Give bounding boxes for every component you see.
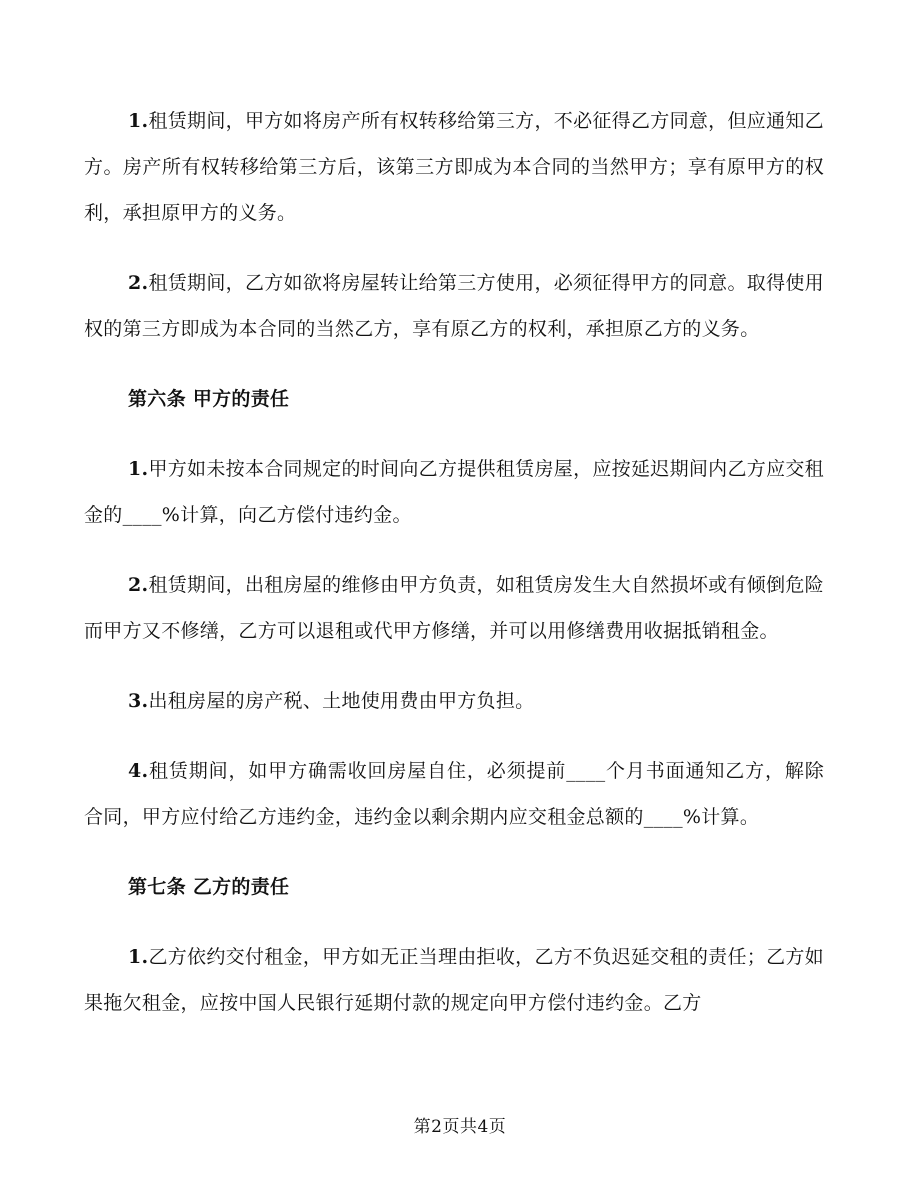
clause-paragraph xyxy=(84,934,824,1026)
clause-text: 出租房屋的房产税、土地使用费由甲方负担。 xyxy=(148,690,535,712)
clause-text: 租赁期间，出租房屋的维修由甲方负责，如租赁房发生大自然损坏或有倾倒危险而甲方又不修缮，乙方可以退租或代甲方修缮，并可以用修缮费用收据抵销租金。 xyxy=(84,574,824,642)
document-body xyxy=(84,98,824,1050)
clause-number: 2. xyxy=(128,574,149,596)
clause-number: 1. xyxy=(128,946,149,968)
clause-paragraph xyxy=(84,260,824,352)
article-heading: 第七条 乙方的责任 xyxy=(128,876,290,898)
clause-paragraph xyxy=(84,562,824,654)
clause-paragraph xyxy=(84,748,824,840)
clause-number: 2. xyxy=(128,272,149,294)
clause-text: 租赁期间，甲方如将房产所有权转移给第三方，不必征得乙方同意，但应通知乙方。房产所有权转移给第三方后，该第三方即成为本合同的当然甲方；享有原甲方的权利，承担原甲方的义务。 xyxy=(84,110,824,224)
page-footer: 第2页共4页 xyxy=(413,1117,507,1137)
clause-paragraph xyxy=(84,678,824,724)
clause-text: 租赁期间，如甲方确需收回房屋自住，必须提前____个月书面通知乙方，解除合同，甲方应付给乙方违约金，违约金以剩余期内应交租金总额的____%计算。 xyxy=(84,760,824,828)
clause-number: 1. xyxy=(128,458,149,480)
clause-text: 甲方如未按本合同规定的时间向乙方提供租赁房屋，应按延迟期间内乙方应交租金的____%计算，向乙方偿付违约金。 xyxy=(84,458,824,526)
clause-paragraph xyxy=(84,446,824,538)
clause-number: 1. xyxy=(128,110,149,132)
article-heading: 第六条 甲方的责任 xyxy=(128,388,290,410)
clause-number: 3. xyxy=(128,690,149,712)
clause-paragraph xyxy=(84,98,824,236)
clause-text: 租赁期间，乙方如欲将房屋转让给第三方使用，必须征得甲方的同意。取得使用权的第三方即成为本合同的当然乙方，享有原乙方的权利，承担原乙方的义务。 xyxy=(84,272,824,340)
clause-text: 乙方依约交付租金，甲方如无正当理由拒收，乙方不负迟延交租的责任；乙方如果拖欠租金，应按中国人民银行延期付款的规定向甲方偿付违约金。乙方 xyxy=(84,946,824,1014)
clause-number: 4. xyxy=(128,760,149,782)
